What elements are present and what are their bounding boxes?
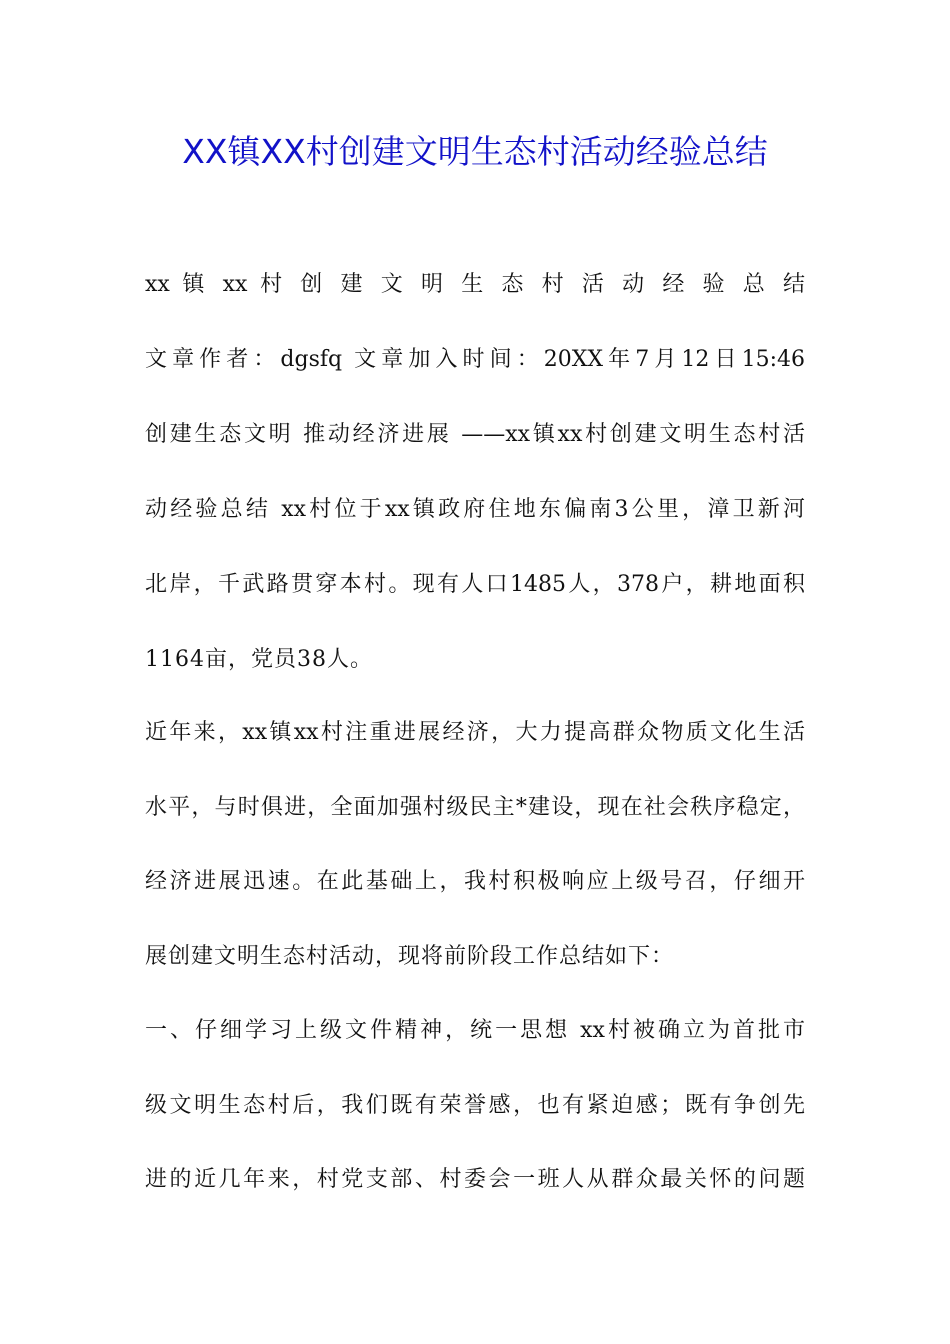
body-line: 展创建文明生态村活动，现将前阶段工作总结如下： [145, 944, 675, 969]
body-line: 经济进展迅速。在此基础上，我村积极响应上级号召，仔细开 [145, 869, 805, 894]
body-line: 一、仔细学习上级文件精神，统一思想 xx村被确立为首批市 [145, 1018, 805, 1043]
document-title: XX镇XX村创建文明生态村活动经验总结 [182, 132, 768, 171]
body-line: 1164亩，党员38人。 [145, 647, 373, 672]
body-line: 文章作者：dgsfq 文章加入时间：20XX年7月12日15:46 [145, 347, 805, 372]
body-line: 北岸，千武路贯穿本村。现有人口1485人，378户，耕地面积 [145, 572, 805, 597]
body-line: 进的近几年来，村党支部、村委会一班人从群众最关怀的问题 [145, 1167, 805, 1192]
body-line: 级文明生态村后，我们既有荣誉感，也有紧迫感；既有争创先 [145, 1093, 805, 1118]
body-line: xx 镇 xx 村 创 建 文 明 生 态 村 活 动 经 验 总 结 [145, 272, 805, 297]
body-line: 水平，与时俱进，全面加强村级民主*建设，现在社会秩序稳定， [145, 795, 805, 820]
body-line: 动经验总结 xx村位于xx镇政府住地东偏南3公里，漳卫新河 [145, 497, 805, 522]
body-line: 近年来，xx镇xx村注重进展经济，大力提高群众物质文化生活 [145, 720, 805, 745]
body-line: 创建生态文明 推动经济进展 ——xx镇xx村创建文明生态村活 [145, 422, 805, 447]
